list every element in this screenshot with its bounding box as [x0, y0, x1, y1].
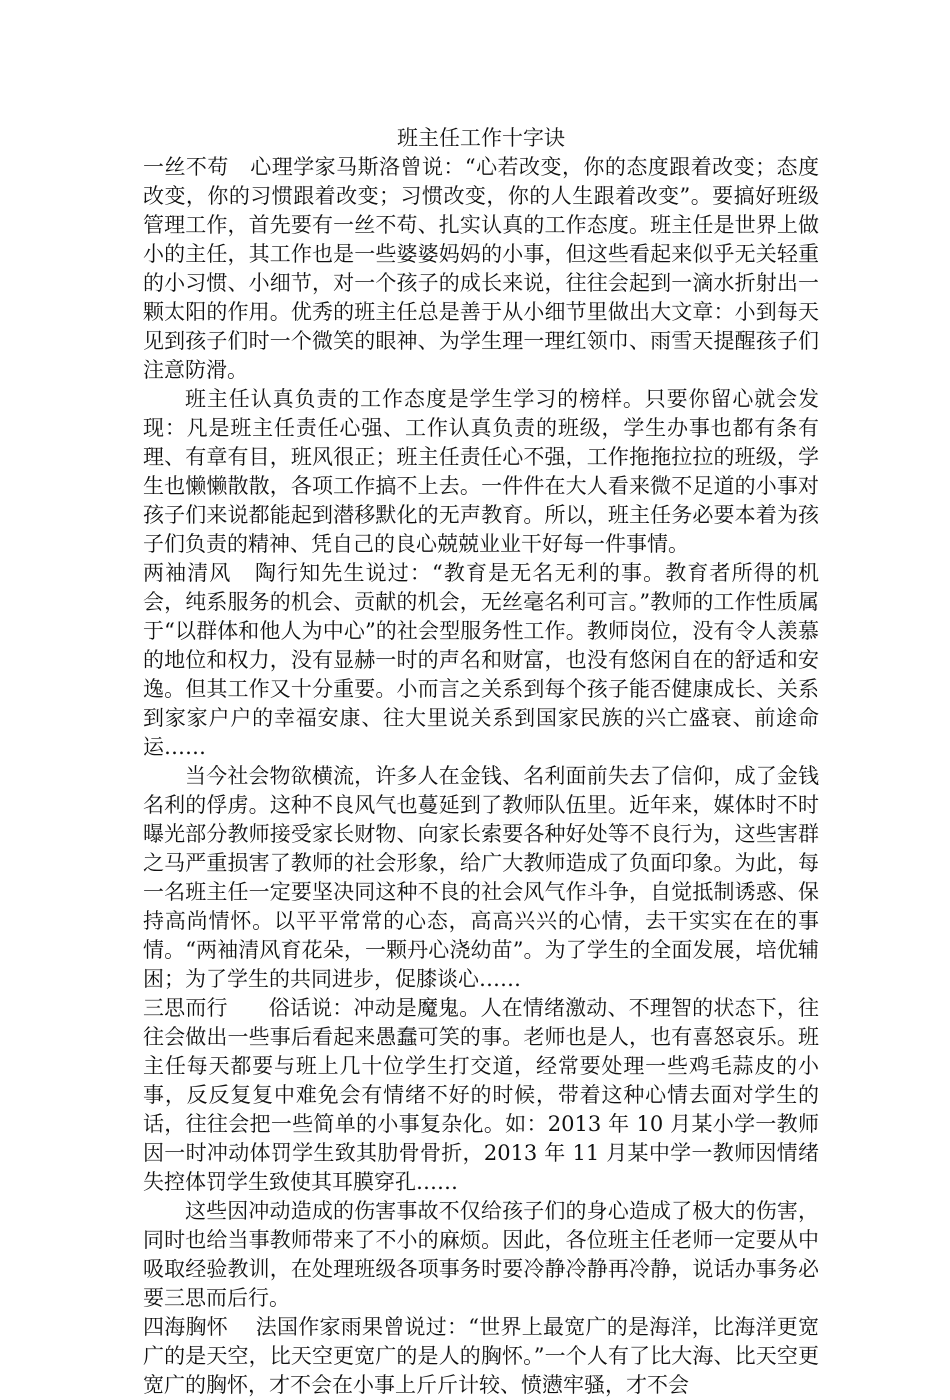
document-page	[143, 124, 819, 1400]
section-4-heading: 四海胸怀	[143, 1315, 229, 1339]
section-3-paragraph-1: 俗话说：冲动是魔鬼。人在情绪激动、不理智的状态下，往往会做出一些事后看起来愚蠢可笑的事。老师也是人，也有喜怒哀乐。班主任每天都要与班上几十位学生打交道，经常要处理一些鸡毛蒜皮的小事，反反复复中难免会有情绪不好的时候，带着这种心情去面对学生的话，往往会把一些简单的小事复杂化。如：2013 年 10 月某小学一教师因一时冲动体罚学生致其肋骨骨折，2013 年 11 月某中学一教师因情绪失控体罚学生致使其耳膜穿孔……	[143, 996, 820, 1194]
section-2-paragraph-1: 陶行知先生说过：“教育是无名无利的事。教育者所得的机会，纯系服务的机会、贡献的机会，无丝毫名利可言。”教师的工作性质属于“以群体和他人为中心”的社会型服务性工作。教师岗位，没有令人羡慕的地位和权力，没有显赫一时的声名和财富，也没有悠闲自在的舒适和安逸。但其工作又十分重要。小而言之关系到每个孩子能否健康成长、关系到家家户户的幸福安康、往大里说关系到国家民族的兴亡盛衰、前途命运……	[143, 561, 820, 759]
section-2-heading: 两袖清风	[143, 561, 232, 585]
section-1-first-paragraph	[143, 153, 819, 385]
section-1-paragraph-1: 心理学家马斯洛曾说：“心若改变，你的态度跟着改变；态度改变，你的习惯跟着改变；习惯改变，你的人生跟着改变”。要搞好班级管理工作，首先要有一丝不苟、扎实认真的工作态度。班主任是世界上做小的主任，其工作也是一些婆婆妈妈的小事，但这些看起来似乎无关轻重的小习惯、小细节，对一个孩子的成长来说，往往会起到一滴水折射出一颗太阳的作用。优秀的班主任总是善于从小细节里做出大文章：小到每天见到孩子们时一个微笑的眼神、为学生理一理红领巾、雨雪天提醒孩子们注意防滑。	[143, 155, 820, 382]
section-1-heading: 一丝不苟	[143, 155, 229, 179]
section-3-first-paragraph	[143, 994, 819, 1197]
section-4-first-paragraph	[143, 1313, 819, 1400]
section-2-paragraph-2: 当今社会物欲横流，许多人在金钱、名利面前失去了信仰，成了金钱名利的俘虏。这种不良风气也蔓延到了教师队伍里。近年来，媒体时不时曝光部分教师接受家长财物、向家长索要各种好处等不良行为，这些害群之马严重损害了教师的社会形象，给广大教师造成了负面印象。为此，每一名班主任一定要坚决同这种不良的社会风气作斗争，自觉抵制诱惑、保持高尚情怀。以平平常常的心态，高高兴兴的心情，去干实实在在的事情。“两袖清风育花朵，一颗丹心浇幼苗”。为了学生的全面发展，培优辅困；为了学生的共同进步，促膝谈心……	[143, 764, 819, 991]
section-2-first-paragraph	[143, 559, 819, 762]
section-3-paragraph-2: 这些因冲动造成的伤害事故不仅给孩子们的身心造成了极大的伤害，同时也给当事教师带来了不小的麻烦。因此，各位班主任老师一定要从中吸取经验教训，在处理班级各项事务时要冷静冷静再冷静，说话办事务必要三思而后行。	[143, 1199, 819, 1310]
section-1-paragraph-2: 班主任认真负责的工作态度是学生学习的榜样。只要你留心就会发现：凡是班主任责任心强、工作认真负责的班级，学生办事也都有条有理、有章有目，班风很正；班主任责任心不强，工作拖拖拉拉的班级，学生也懒懒散散，各项工作搞不上去。一件件在大人看来微不足道的小事对孩子们来说都能起到潜移默化的无声教育。所以，班主任务必要本着为孩子们负责的精神、凭自己的良心兢兢业业干好每一件事情。	[143, 387, 819, 556]
document-title: 班主任工作十字诀	[397, 126, 565, 150]
section-3-heading: 三思而行	[143, 996, 228, 1020]
section-4-paragraph-1: 法国作家雨果曾说过：“世界上最宽广的是海洋，比海洋更宽广的是天空，比天空更宽广的是人的胸怀。”一个人有了比大海、比天空更宽广的胸怀，才不会在小事上斤斤计较、愤懑牢骚，才不会	[143, 1315, 820, 1397]
